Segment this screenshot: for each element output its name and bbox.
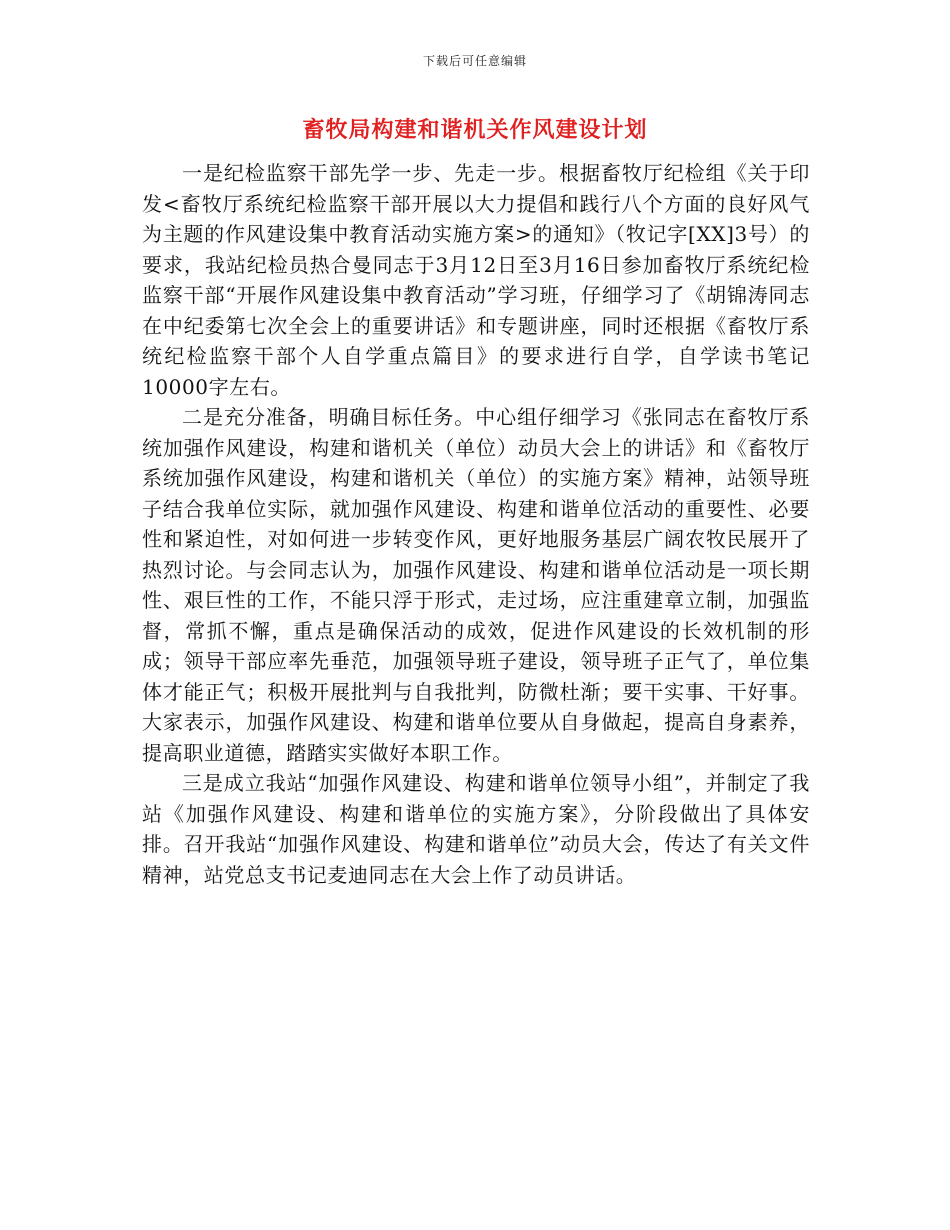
paragraph-2: 二是充分准备，明确目标任务。中心组仔细学习《张同志在畜牧厅系统加强作风建设，构建和谐机关（单位）动员大会上的讲话》和《畜牧厅系统加强作风建设，构建和谐机关（单位）的实施方案》精神，站领导班子结合我单位实际，就加强作风建设、构建和谐单位活动的重要性、必要性和紧迫性，对如何进一步转变作风，更好地服务基层广阔农牧民展开了热烈讨论。与会同志认为，加强作风建设、构建和谐单位活动是一项长期性、艰巨性的工作，不能只浮于形式，走过场，应注重建章立制，加强监督，常抓不懈，重点是确保活动的成效，促进作风建设的长效机制的形成；领导干部应率先垂范，加强领导班子建设，领导班子正气了，单位集体才能正气；积极开展批判与自我批判，防微杜渐；要干实事、干好事。大家表示，加强作风建设、构建和谐单位要从自身做起，提高自身素养，提高职业道德，踏踏实实做好本职工作。 bbox=[142, 405, 810, 765]
document-body bbox=[142, 158, 810, 890]
paragraph-1: 一是纪检监察干部先学一步、先走一步。根据畜牧厅纪检组《关于印发<畜牧厅系统纪检监察干部开展以大力提倡和践行八个方面的良好风气为主题的作风建设集中教育活动实施方案>的通知》（牧记字[XX]3号）的要求，我站纪检员热合曼同志于3月12日至3月16日参加畜牧厅系统纪检监察干部“开展作风建设集中教育活动”学习班，仔细学习了《胡锦涛同志在中纪委第七次全会上的重要讲话》和专题讲座，同时还根据《畜牧厅系统纪检监察干部个人自学重点篇目》的要求进行自学，自学读书笔记10000字左右。 bbox=[142, 161, 810, 399]
paragraph-3: 三是成立我站“加强作风建设、构建和谐单位领导小组”，并制定了我站《加强作风建设、构建和谐单位的实施方案》，分阶段做出了具体安排。召开我站“加强作风建设、构建和谐单位”动员大会，传达了有关文件精神，站党总支书记麦迪同志在大会上作了动员讲话。 bbox=[142, 771, 810, 887]
header-note: 下载后可任意编辑 bbox=[422, 54, 527, 68]
document-title: 畜牧局构建和谐机关作风建设计划 bbox=[302, 118, 648, 143]
